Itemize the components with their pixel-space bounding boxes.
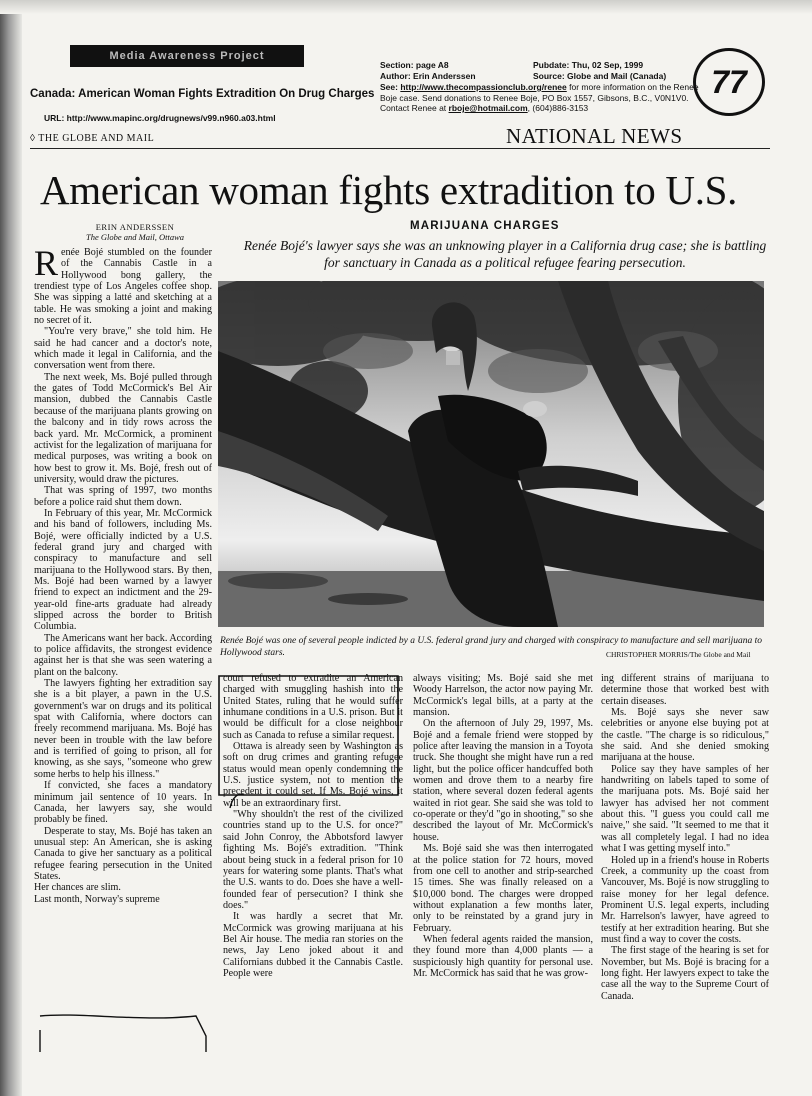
paragraph-text: enée Bojé stumbled on the founder of the Cannabis Castle in a Hollywood bong gallery, the trendiest type of Los Angeles coffee shop. She was sipping a latté and sketching at a table. He was smoking a joint and making no secret of it. (34, 247, 212, 327)
clipping-section: Section: page A8 (380, 60, 449, 70)
clipping-headline: Canada: American Woman Fights Extradition On Drug Charges (30, 88, 375, 100)
article-headline: American woman fights extradition to U.S. (40, 167, 738, 213)
article-column-4 (601, 673, 769, 1002)
paragraph: When federal agents raided the mansion, they found more than 4,000 plants — a suspiciously high quantity for personal use. Mr. McCormick has said that he was grow- (413, 933, 593, 979)
article-column-1 (34, 243, 212, 905)
paragraph: In February of this year, Mr. McCormick and his band of followers, including Ms. Bojé, were officially indicted by a U.S. federal grand jury and charged with conspiracy to manufacture and sell marijuana to the Hollywood stars. By then, Ms. Bojé had been warned by a lawyer friend to expect an indictment and the 29-year-old fine-arts graduate had already slipped across the border to British Columbia. (34, 507, 212, 633)
paragraph: ing different strains of marijuana to determine those that worked best with certain diseases. (601, 673, 769, 707)
byline-name: ERIN ANDERSSEN (95, 222, 175, 232)
clipping-meta-left (380, 60, 476, 81)
handwritten-page-number: 77 (693, 48, 765, 116)
clipping-url[interactable]: URL: http://www.mapinc.org/drugnews/v99.n960.a03.html (44, 113, 276, 123)
paragraph: The next week, Ms. Bojé pulled through the gates of Todd McCormick's Bel Air mansion, dubbed the Cannabis Castle because of the marijuana plants growing on the balcony and in tidy rows across the back yard. Mr. McCormick, a prominent activist for the legalization of marijuana for medical purposes, was writing a book on how best to grow it. Ms. Bojé, fresh out of university, would draw the pictures. (34, 371, 212, 485)
article-photo (218, 281, 764, 627)
paragraph (34, 243, 212, 327)
paragraph: Ms. Bojé said she was then interrogated at the police station for 72 hours, moved from one cell to another and strip-searched 15 times. She was finally released on a $10,000 bond. The charges were dropped without explanation a few months later, only to be reinstated by a grand jury in February. (413, 843, 593, 934)
compassion-club-link[interactable]: http://www.thecompassionclub.org/renee (400, 82, 567, 92)
clipping-meta-right (533, 60, 666, 81)
photo-tree-woman (218, 281, 764, 627)
article-column-2 (223, 673, 403, 979)
paragraph: Last month, Norway's supreme (34, 893, 160, 905)
header-rule (30, 148, 770, 149)
media-awareness-logo: Media Awareness Project (70, 45, 304, 67)
newspaper-name: ◊ THE GLOBE AND MAIL (30, 133, 155, 144)
photo-credit: CHRISTOPHER MORRIS/The Globe and Mail (606, 650, 751, 659)
contact-phone: , (604)886-3153 (527, 103, 589, 113)
paragraph: Ms. Bojé says she never saw celebrities or anyone else buying pot at the castle. "The charge is so ridiculous," she said. And she denied smoking marijuana at the house. (601, 707, 769, 764)
paragraph: Desperate to stay, Ms. Bojé has taken an unusual step: An American, she is asking Canada to give her sanctuary as a political refugee fearing persecution in the United States. (34, 825, 212, 882)
article-column-3 (413, 673, 593, 979)
paragraph: Police say they have samples of her handwriting on labels taped to some of the marijuana pots. Ms. Bojé said her lawyer has advised her not comment about this. "I guess you could call me naive," she said. "It seemed to me that it was all completely legal. I had no idea what I was getting myself into." (601, 763, 769, 855)
paragraph: always visiting; Ms. Bojé said she met Woody Harrelson, the actor now paying Mr. McCormick's legal bills, at a party at the mansion. (413, 673, 593, 719)
photo-caption: Renée Bojé was one of several people indicted by a U.S. federal grand jury and charged with conspiracy to manufacture and sell marijuana to Hollywood stars. (220, 636, 763, 658)
page-binding-shadow (0, 0, 22, 1096)
paragraph: Ottawa is already seen by Washington as soft on drug crimes and granting refugee status would mean openly condemning the U.S. justice system, not to mention the precedent it could set. If Ms. Bojé wins, it will be an extraordinary first. (223, 741, 403, 809)
byline-org: The Globe and Mail, Ottawa (86, 232, 184, 242)
article-deck: Renée Bojé's lawyer says she was an unknowing player in a California drug case; she is battling for sanctuary in Canada as a political refugee fearing persecution. (243, 238, 767, 270)
paragraph: The Americans want her back. According to police affidavits, the strongest evidence against her is that she was seen watering a plant on the balcony. (34, 632, 212, 678)
paragraph: If convicted, she faces a mandatory minimum jail sentence of 10 years. In Canada, her lawyers say, she would probably be fined. (34, 780, 212, 826)
dropcap: R (34, 243, 59, 283)
paragraph: "Why shouldn't the rest of the civilized countries stand up to the U.S. for once?" said John Conroy, the Abbotsford lawyer fighting Ms. Bojé's extradition. "Think about being stuck in a federal prison for 10 years for watering some plants. That's what the U.S. wants to do. Does she have a well-founded fear of persecution? I think she does." (223, 809, 403, 911)
paragraph: It was hardly a secret that Mr. McCormick was growing marijuana at his Bel Air house. The media ran stories on the news, Jay Leno joked about it and Californians dubbed it the Cannabis Castle. People were (223, 911, 403, 979)
see-text: for more information on the Renee Boje case. Send donations to Renee Boje, PO Box 1557, Gibsons, B.C., V0N1V0. Contact Renee at (380, 82, 699, 113)
paragraph: Holed up in a friend's house in Roberts Creek, a community up the coast from Vancouver, Ms. Bojé is now struggling to raise money for her legal defence. Prominent U.S. legal experts, including Mr. Harrelson's lawyer, have agreed to testify at her extradition hearing. But she must find a way to cover the costs. (601, 854, 769, 945)
section-title: NATIONAL NEWS (506, 124, 683, 148)
paragraph: The lawyers fighting her extradition say she is a bit player, a pawn in the U.S. government's war on drugs and its political spat with California, where doctors can freely recommend marijuana. Ms. Bojé has never been in trouble with the law before and is terrified of going to prison, all for knowing, as she says, "someone who grew some herbs to help his illness." (34, 678, 212, 780)
newspaper-name-text: THE GLOBE AND MAIL (38, 133, 155, 144)
paragraph: That was spring of 1997, two months before a police raid shut them down. (34, 485, 212, 508)
paragraph: On the afternoon of July 29, 1997, Ms. Bojé and a female friend were stopped by police after leaving the mansion in a Toyota truck. She thought she might have run a red light, but the police officer handcuffed both women and drove them to a nearby fire station, where several dozen federal agents waited in riot gear. She said she was told to co-operate or they'd "go in shooting," so she described the layout of Mr. McCormick's house. (413, 718, 593, 843)
byline (60, 222, 210, 242)
clipping-see-note (380, 82, 710, 114)
contact-email-link[interactable]: rboje@hotmail.com (448, 103, 528, 113)
clipping-author: Author: Erin Anderssen (380, 70, 476, 81)
paragraph: The first stage of the hearing is set for November, but Ms. Bojé is bracing for a long fight. Her lawyers expect to take the case all the way to the Supreme Court of Canada. (601, 945, 769, 1002)
clipping-pubdate: Pubdate: Thu, 02 Sep, 1999 (533, 60, 644, 70)
paragraph: "You're very brave," she told him. He said he had cancer and a doctor's note, which made it legal in California, and the conversation went from there. (34, 326, 212, 372)
clipping-source: Source: Globe and Mail (Canada) (533, 70, 667, 81)
paragraph: court refused to extradite an American charged with smuggling hashish into the United States, ruling that he would suffer inhumane conditions in a U.S. prison. But it would be difficult for a close neighbour such as Canada to refuse a similar request. (223, 673, 403, 741)
see-label: See: (380, 82, 398, 92)
article-kicker: MARIJUANA CHARGES (410, 220, 560, 232)
pen-underline (40, 1015, 206, 1052)
page-top-shadow (0, 0, 812, 14)
paragraph: Her chances are slim. (34, 882, 121, 894)
